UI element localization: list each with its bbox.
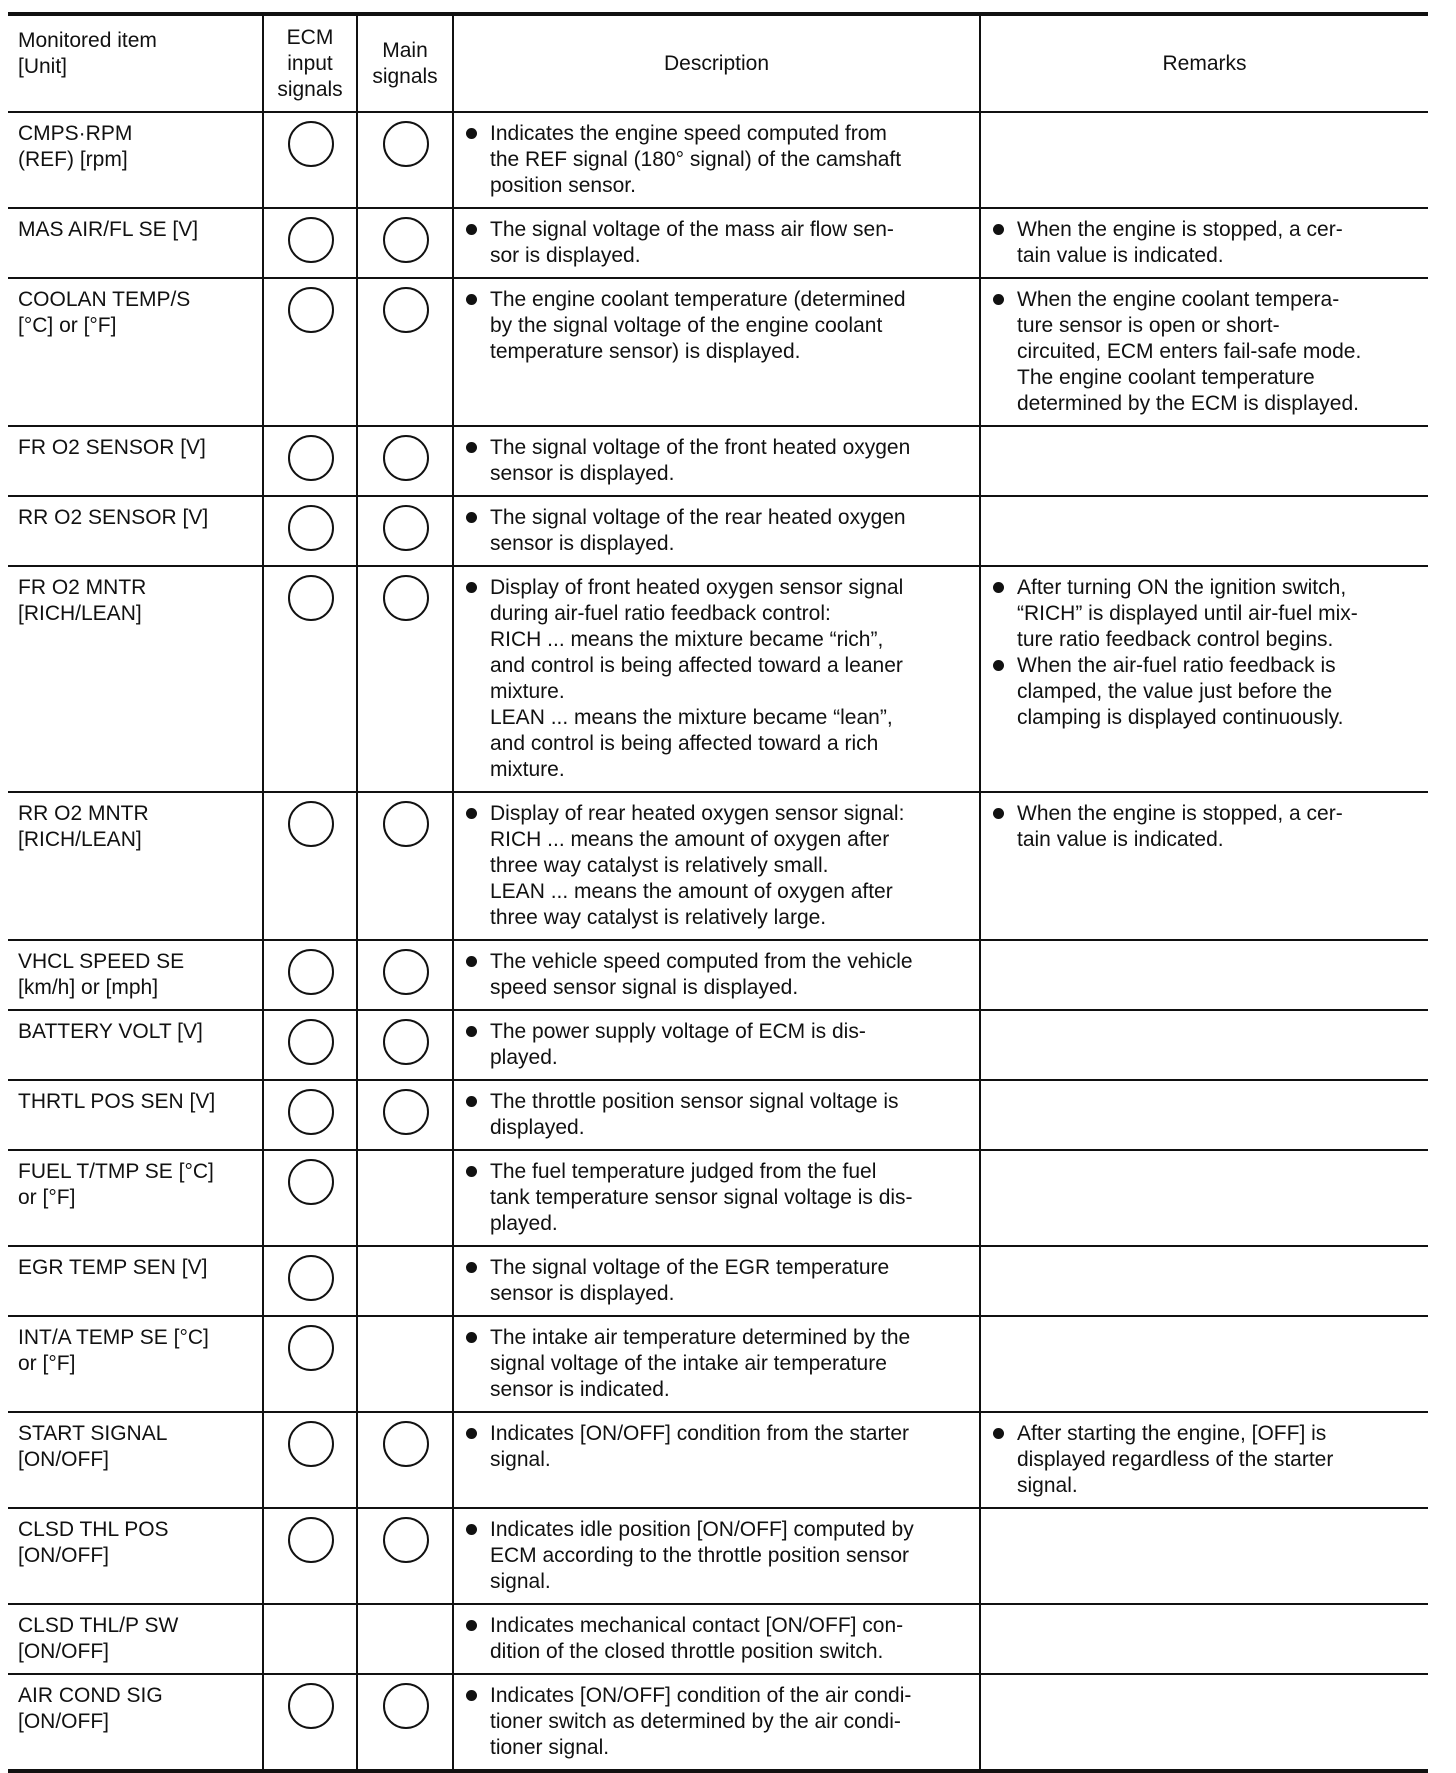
description-cell — [453, 1246, 980, 1316]
description-text-line: The signal voltage of the mass air flow sen- — [490, 218, 894, 241]
remarks-cell — [980, 1604, 1428, 1674]
description-cell — [453, 496, 980, 566]
ecm-input-signal-cell — [263, 1412, 357, 1508]
remarks-cell — [980, 278, 1428, 426]
monitored-item-line: BATTERY VOLT [V] — [18, 1020, 203, 1043]
circle-mark-icon — [288, 1159, 334, 1205]
header-ecm-line: input — [287, 51, 333, 75]
table-row — [8, 792, 1428, 940]
description-list — [464, 121, 970, 199]
description-bullet-item — [464, 121, 970, 199]
remarks-cell — [980, 1150, 1428, 1246]
ecm-input-signal-cell — [263, 278, 357, 426]
remarks-cell — [980, 1508, 1428, 1604]
description-bullet-item — [464, 1613, 970, 1665]
description-text-line: The throttle position sensor signal voltage is — [490, 1090, 899, 1113]
header-monitored-item — [8, 14, 263, 112]
description-text-line: Indicates the engine speed computed from — [490, 122, 887, 145]
header-description: Description — [453, 14, 980, 112]
description-text-line: the REF signal (180° signal) of the camshaft — [490, 148, 902, 171]
remarks-cell — [980, 1010, 1428, 1080]
description-text-line: tank temperature sensor signal voltage is dis- — [490, 1186, 913, 1209]
monitored-item-cell — [8, 496, 263, 566]
circle-mark-icon — [383, 1683, 429, 1729]
ecm-input-signal-cell — [263, 1246, 357, 1316]
monitored-item-line: INT/A TEMP SE [°C] — [18, 1326, 209, 1349]
description-list — [464, 287, 970, 365]
description-text-line: played. — [490, 1046, 558, 1069]
ecm-input-signal-cell — [263, 792, 357, 940]
monitored-item-line: RR O2 SENSOR [V] — [18, 506, 209, 529]
description-text-line: three way catalyst is relatively small. — [490, 854, 829, 877]
remarks-list — [991, 575, 1419, 731]
circle-mark-icon — [383, 949, 429, 995]
description-bullet-item — [464, 1517, 970, 1595]
description-list — [464, 435, 970, 487]
ecm-input-signal-cell — [263, 1080, 357, 1150]
table-row — [8, 1412, 1428, 1508]
ecm-input-signal-cell — [263, 566, 357, 792]
monitored-item-line: START SIGNAL — [18, 1422, 168, 1445]
ecm-input-signal-cell — [263, 1674, 357, 1771]
monitored-item-line: (REF) [rpm] — [18, 148, 128, 171]
monitored-item-line: RR O2 MNTR — [18, 802, 149, 825]
description-cell — [453, 278, 980, 426]
description-text-line: The power supply voltage of ECM is dis- — [490, 1020, 866, 1043]
header-item-line: Monitored item — [18, 29, 157, 52]
description-cell — [453, 426, 980, 496]
monitored-item-line: [°C] or [°F] — [18, 314, 117, 337]
description-cell — [453, 1316, 980, 1412]
main-signal-cell — [357, 426, 453, 496]
monitored-item-cell — [8, 1604, 263, 1674]
remarks-text-line: tain value is indicated. — [1017, 244, 1224, 267]
description-cell — [453, 566, 980, 792]
description-text-line: sor is displayed. — [490, 244, 641, 267]
table-row — [8, 1508, 1428, 1604]
remarks-cell — [980, 1674, 1428, 1771]
monitored-item-cell — [8, 566, 263, 792]
remarks-cell — [980, 496, 1428, 566]
description-text-line: signal voltage of the intake air temperature — [490, 1352, 887, 1375]
circle-mark-icon — [288, 121, 334, 167]
table-row — [8, 1674, 1428, 1771]
circle-mark-icon — [383, 121, 429, 167]
ecm-input-signal-cell — [263, 112, 357, 208]
monitored-item-line: [RICH/LEAN] — [18, 602, 142, 625]
monitored-item-line: CLSD THL POS — [18, 1518, 169, 1541]
description-text-line: The vehicle speed computed from the vehicle — [490, 950, 913, 973]
header-ecm-line: ECM — [286, 25, 334, 49]
description-bullet-item — [464, 801, 970, 931]
monitored-item-line: [ON/OFF] — [18, 1710, 109, 1733]
monitored-item-line: EGR TEMP SEN [V] — [18, 1256, 208, 1279]
description-cell — [453, 112, 980, 208]
remarks-bullet-item — [991, 801, 1419, 853]
table-row — [8, 1246, 1428, 1316]
remarks-bullet-item — [991, 217, 1419, 269]
circle-mark-icon — [288, 1421, 334, 1467]
description-text-line: during air-fuel ratio feedback control: — [490, 602, 831, 625]
description-list — [464, 1613, 970, 1665]
main-signal-cell — [357, 208, 453, 278]
description-text-line: mixture. — [490, 758, 565, 781]
remarks-text-line: ture ratio feedback control begins. — [1017, 628, 1334, 651]
main-signal-cell — [357, 940, 453, 1010]
table-row — [8, 278, 1428, 426]
description-text-line: played. — [490, 1212, 558, 1235]
monitored-item-line: [km/h] or [mph] — [18, 976, 159, 999]
main-signal-cell — [357, 1508, 453, 1604]
remarks-text-line: signal. — [1017, 1474, 1078, 1497]
description-text-line: LEAN ... means the mixture became “lean”, — [490, 706, 893, 729]
circle-mark-icon — [288, 1255, 334, 1301]
table-row — [8, 496, 1428, 566]
remarks-cell — [980, 1412, 1428, 1508]
description-text-line: The signal voltage of the EGR temperature — [490, 1256, 890, 1279]
description-text-line: sensor is displayed. — [490, 532, 675, 555]
remarks-cell — [980, 566, 1428, 792]
description-cell — [453, 208, 980, 278]
description-text-line: and control is being affected toward a leaner — [490, 654, 903, 677]
description-text-line: Display of front heated oxygen sensor signal — [490, 576, 904, 599]
table-body — [8, 112, 1428, 1771]
remarks-text-line: determined by the ECM is displayed. — [1017, 392, 1359, 415]
table-row — [8, 1010, 1428, 1080]
circle-mark-icon — [383, 217, 429, 263]
remarks-cell — [980, 1246, 1428, 1316]
table-row — [8, 426, 1428, 496]
monitored-item-line: [RICH/LEAN] — [18, 828, 142, 851]
description-text-line: The fuel temperature judged from the fuel — [490, 1160, 877, 1183]
header-ecm-line: signals — [277, 77, 343, 101]
remarks-cell — [980, 1316, 1428, 1412]
description-text-line: Display of rear heated oxygen sensor signal: — [490, 802, 905, 825]
ecm-input-signal-cell — [263, 426, 357, 496]
circle-mark-icon — [383, 1517, 429, 1563]
monitored-item-cell — [8, 1412, 263, 1508]
monitored-item-line: CMPS·RPM — [18, 122, 133, 145]
description-text-line: The signal voltage of the rear heated oxygen — [490, 506, 906, 529]
monitored-item-line: [ON/OFF] — [18, 1448, 109, 1471]
remarks-cell — [980, 208, 1428, 278]
description-text-line: Indicates idle position [ON/OFF] computed by — [490, 1518, 914, 1541]
remarks-list — [991, 217, 1419, 269]
header-main-line: Main — [382, 38, 428, 62]
description-text-line: and control is being affected toward a rich — [490, 732, 879, 755]
description-cell — [453, 1508, 980, 1604]
circle-mark-icon — [288, 949, 334, 995]
remarks-cell — [980, 112, 1428, 208]
remarks-text-line: tain value is indicated. — [1017, 828, 1224, 851]
table-row — [8, 940, 1428, 1010]
description-list — [464, 1421, 970, 1473]
description-text-line: sensor is indicated. — [490, 1378, 670, 1401]
monitored-item-line: [ON/OFF] — [18, 1544, 109, 1567]
remarks-cell — [980, 940, 1428, 1010]
monitored-item-cell — [8, 1508, 263, 1604]
description-bullet-item — [464, 949, 970, 1001]
table-header-row — [8, 14, 1428, 112]
description-text-line: ECM according to the throttle position sensor — [490, 1544, 910, 1567]
header-ecm-input-signals — [263, 14, 357, 112]
description-cell — [453, 1150, 980, 1246]
description-bullet-item — [464, 1325, 970, 1403]
main-signal-cell — [357, 566, 453, 792]
description-bullet-item — [464, 505, 970, 557]
main-signal-cell — [357, 1316, 453, 1412]
monitored-item-line: VHCL SPEED SE — [18, 950, 185, 973]
description-cell — [453, 1080, 980, 1150]
circle-mark-icon — [383, 505, 429, 551]
circle-mark-icon — [383, 575, 429, 621]
circle-mark-icon — [288, 1019, 334, 1065]
description-list — [464, 575, 970, 783]
circle-mark-icon — [288, 1683, 334, 1729]
description-cell — [453, 1010, 980, 1080]
table-row — [8, 208, 1428, 278]
circle-mark-icon — [288, 217, 334, 263]
remarks-text-line: The engine coolant temperature — [1017, 366, 1315, 389]
ecm-input-signal-cell — [263, 1604, 357, 1674]
circle-mark-icon — [288, 287, 334, 333]
main-signal-cell — [357, 792, 453, 940]
description-text-line: position sensor. — [490, 174, 636, 197]
remarks-text-line: When the engine is stopped, a cer- — [1017, 218, 1343, 241]
remarks-text-line: clamped, the value just before the — [1017, 680, 1333, 703]
circle-mark-icon — [383, 801, 429, 847]
description-text-line: LEAN ... means the amount of oxygen after — [490, 880, 893, 903]
monitored-item-cell — [8, 1316, 263, 1412]
table-row — [8, 112, 1428, 208]
description-list — [464, 1255, 970, 1307]
description-cell — [453, 792, 980, 940]
monitored-item-cell — [8, 1150, 263, 1246]
circle-mark-icon — [383, 1421, 429, 1467]
header-main-signals — [357, 14, 453, 112]
monitored-item-cell — [8, 112, 263, 208]
description-text-line: Indicates [ON/OFF] condition from the starter — [490, 1422, 909, 1445]
monitored-item-cell — [8, 792, 263, 940]
description-list — [464, 949, 970, 1001]
description-bullet-item — [464, 1683, 970, 1761]
description-cell — [453, 1604, 980, 1674]
description-cell — [453, 1674, 980, 1771]
circle-mark-icon — [383, 435, 429, 481]
description-text-line: sensor is displayed. — [490, 1282, 675, 1305]
description-text-line: RICH ... means the mixture became “rich”, — [490, 628, 884, 651]
monitored-item-line: FR O2 SENSOR [V] — [18, 436, 206, 459]
remarks-cell — [980, 792, 1428, 940]
circle-mark-icon — [383, 1089, 429, 1135]
monitored-item-line: COOLAN TEMP/S — [18, 288, 191, 311]
monitored-item-line: CLSD THL/P SW — [18, 1614, 179, 1637]
monitored-item-line: [ON/OFF] — [18, 1640, 109, 1663]
main-signal-cell — [357, 1412, 453, 1508]
description-text-line: displayed. — [490, 1116, 585, 1139]
remarks-cell — [980, 1080, 1428, 1150]
description-text-line: mixture. — [490, 680, 565, 703]
monitored-item-cell — [8, 278, 263, 426]
description-bullet-item — [464, 1159, 970, 1237]
circle-mark-icon — [288, 801, 334, 847]
header-item-line: [Unit] — [18, 55, 68, 78]
description-list — [464, 1325, 970, 1403]
table-row — [8, 566, 1428, 792]
table-row — [8, 1604, 1428, 1674]
ecm-input-signal-cell — [263, 1316, 357, 1412]
description-text-line: sensor is displayed. — [490, 462, 675, 485]
description-text-line: signal. — [490, 1448, 551, 1471]
description-text-line: by the signal voltage of the engine coolant — [490, 314, 883, 337]
remarks-text-line: “RICH” is displayed until air-fuel mix- — [1017, 602, 1358, 625]
description-cell — [453, 940, 980, 1010]
ecm-input-signal-cell — [263, 940, 357, 1010]
description-bullet-item — [464, 1421, 970, 1473]
description-list — [464, 801, 970, 931]
remarks-text-line: After starting the engine, [OFF] is — [1017, 1422, 1327, 1445]
monitored-item-cell — [8, 1080, 263, 1150]
monitored-item-cell — [8, 1010, 263, 1080]
remarks-list — [991, 1421, 1419, 1499]
header-remarks: Remarks — [980, 14, 1428, 112]
description-list — [464, 1019, 970, 1071]
remarks-cell — [980, 426, 1428, 496]
description-bullet-item — [464, 575, 970, 783]
remarks-text-line: circuited, ECM enters fail-safe mode. — [1017, 340, 1362, 363]
footer-mark — [10, 1752, 70, 1758]
remarks-bullet-item — [991, 287, 1419, 417]
description-text-line: signal. — [490, 1570, 551, 1593]
table-row — [8, 1080, 1428, 1150]
remarks-bullet-item — [991, 575, 1419, 653]
monitored-item-cell — [8, 1246, 263, 1316]
circle-mark-icon — [288, 1325, 334, 1371]
circle-mark-icon — [288, 505, 334, 551]
monitored-item-line: FUEL T/TMP SE [°C] — [18, 1160, 214, 1183]
monitored-item-line: FR O2 MNTR — [18, 576, 147, 599]
ecm-input-signal-cell — [263, 496, 357, 566]
main-signal-cell — [357, 1080, 453, 1150]
header-main-line: signals — [372, 64, 438, 88]
monitored-item-line: or [°F] — [18, 1352, 76, 1375]
description-text-line: RICH ... means the amount of oxygen after — [490, 828, 890, 851]
main-signal-cell — [357, 278, 453, 426]
ecm-input-signal-cell — [263, 1010, 357, 1080]
description-list — [464, 505, 970, 557]
remarks-text-line: When the engine is stopped, a cer- — [1017, 802, 1343, 825]
remarks-text-line: When the air-fuel ratio feedback is — [1017, 654, 1336, 677]
main-signal-cell — [357, 1674, 453, 1771]
description-text-line: dition of the closed throttle position switch. — [490, 1640, 884, 1663]
monitored-item-line: THRTL POS SEN [V] — [18, 1090, 216, 1113]
description-bullet-item — [464, 217, 970, 269]
description-cell — [453, 1412, 980, 1508]
remarks-text-line: displayed regardless of the starter — [1017, 1448, 1334, 1471]
description-text-line: tioner signal. — [490, 1736, 610, 1759]
main-signal-cell — [357, 1246, 453, 1316]
description-text-line: The engine coolant temperature (determined — [490, 288, 906, 311]
remarks-list — [991, 287, 1419, 417]
circle-mark-icon — [288, 575, 334, 621]
description-list — [464, 1683, 970, 1761]
monitored-item-line: or [°F] — [18, 1186, 76, 1209]
remarks-list — [991, 801, 1419, 853]
ecm-input-signal-cell — [263, 1508, 357, 1604]
remarks-text-line: When the engine coolant tempera- — [1017, 288, 1340, 311]
circle-mark-icon — [288, 1089, 334, 1135]
description-bullet-item — [464, 1255, 970, 1307]
ecm-input-signal-cell — [263, 208, 357, 278]
description-list — [464, 1159, 970, 1237]
main-signal-cell — [357, 1604, 453, 1674]
remarks-bullet-item — [991, 1421, 1419, 1499]
monitored-item-cell — [8, 208, 263, 278]
description-bullet-item — [464, 1019, 970, 1071]
remarks-text-line: After turning ON the ignition switch, — [1017, 576, 1347, 599]
description-list — [464, 1517, 970, 1595]
table-row — [8, 1150, 1428, 1246]
monitored-item-cell — [8, 940, 263, 1010]
monitored-item-line: MAS AIR/FL SE [V] — [18, 218, 199, 241]
main-signal-cell — [357, 112, 453, 208]
circle-mark-icon — [288, 435, 334, 481]
circle-mark-icon — [288, 1517, 334, 1563]
remarks-text-line: clamping is displayed continuously. — [1017, 706, 1344, 729]
monitored-item-line: AIR COND SIG — [18, 1684, 163, 1707]
description-list — [464, 217, 970, 269]
circle-mark-icon — [383, 287, 429, 333]
description-text-line: Indicates [ON/OFF] condition of the air condi- — [490, 1684, 912, 1707]
main-signal-cell — [357, 1010, 453, 1080]
main-signal-cell — [357, 1150, 453, 1246]
description-list — [464, 1089, 970, 1141]
description-bullet-item — [464, 287, 970, 365]
ecm-input-signal-cell — [263, 1150, 357, 1246]
monitored-item-cell — [8, 426, 263, 496]
description-text-line: three way catalyst is relatively large. — [490, 906, 827, 929]
description-text-line: The signal voltage of the front heated oxygen — [490, 436, 911, 459]
description-text-line: Indicates mechanical contact [ON/OFF] con- — [490, 1614, 904, 1637]
description-text-line: tioner switch as determined by the air condi- — [490, 1710, 901, 1733]
remarks-bullet-item — [991, 653, 1419, 731]
description-text-line: speed sensor signal is displayed. — [490, 976, 799, 999]
remarks-text-line: ture sensor is open or short- — [1017, 314, 1280, 337]
description-bullet-item — [464, 435, 970, 487]
description-bullet-item — [464, 1089, 970, 1141]
main-signal-cell — [357, 496, 453, 566]
circle-mark-icon — [383, 1019, 429, 1065]
monitor-table — [8, 12, 1428, 1773]
table-row — [8, 1316, 1428, 1412]
description-text-line: temperature sensor) is displayed. — [490, 340, 801, 363]
description-text-line: The intake air temperature determined by the — [490, 1326, 911, 1349]
